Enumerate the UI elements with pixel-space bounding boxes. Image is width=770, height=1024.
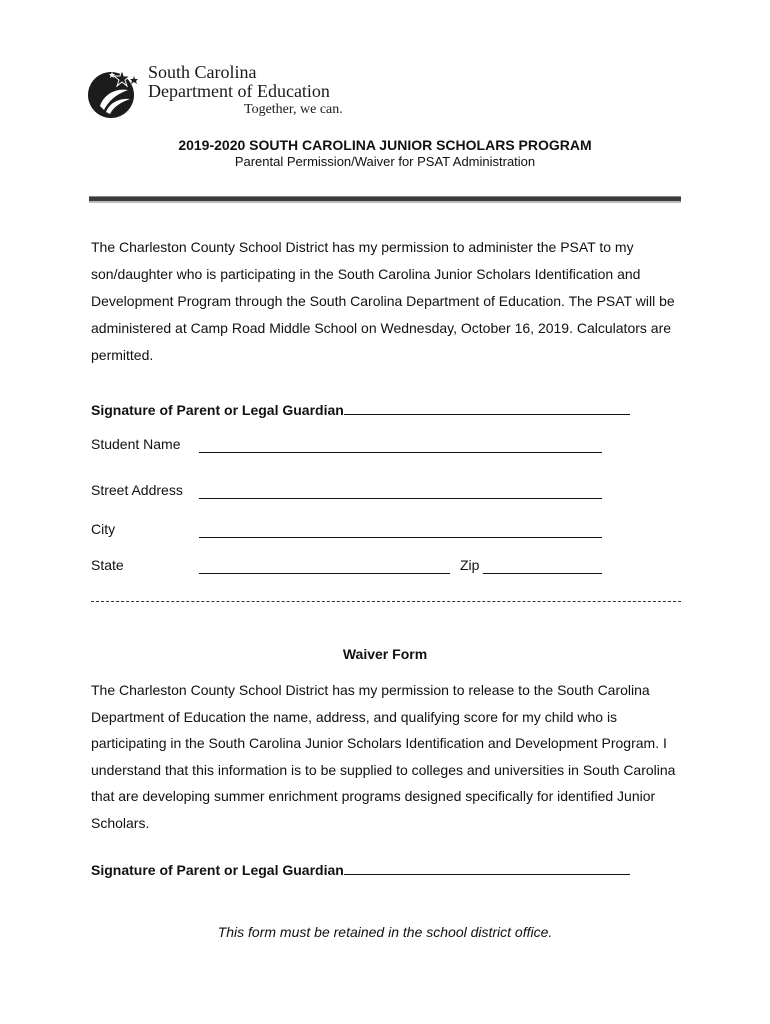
retention-note: This form must be retained in the school district office. — [217, 924, 553, 940]
permission-signature — [91, 400, 630, 418]
sc-department-of-education-logo — [86, 64, 356, 124]
zip-label: Zip — [460, 557, 480, 573]
sc-department-of-education-seal-icon — [86, 66, 144, 124]
logo-line-2: Department of Education — [148, 81, 330, 101]
logo-line-1: South Carolina — [148, 62, 257, 82]
logo-tagline: Together, we can. — [244, 102, 343, 117]
state-label: State — [91, 557, 124, 573]
dashed-divider — [91, 601, 681, 602]
waiver-signature-label: Signature of Parent or Legal Guardian — [91, 862, 344, 878]
permission-signature-label: Signature of Parent or Legal Guardian — [91, 402, 344, 418]
city-line[interactable] — [199, 536, 602, 538]
street-address-label: Street Address — [91, 482, 183, 498]
waiver-paragraph: The Charleston County School District has my permission to release to the South Carolina Department of Education the name, address, and qualifying score for my child who is participating in the South Carolina Junior Scholars Identification and Development Program. I understand that this information is to be supplied to colleges and universities in South Carolina that are developing summer enrichment programs designed specifically for identified Junior Scholars. — [91, 682, 676, 831]
waiver-signature — [91, 860, 630, 878]
zip-line[interactable] — [483, 572, 602, 574]
student-name-line[interactable] — [199, 451, 602, 453]
header-divider — [89, 196, 681, 203]
document-title: 2019-2020 SOUTH CAROLINA JUNIOR SCHOLARS PROGRAM — [178, 137, 592, 153]
city-label: City — [91, 521, 116, 537]
student-name-label: Student Name — [91, 436, 181, 452]
waiver-title: Waiver Form — [342, 646, 428, 662]
waiver-signature-line[interactable] — [344, 860, 630, 875]
state-line[interactable] — [199, 572, 450, 574]
permission-signature-line[interactable] — [344, 400, 630, 415]
street-address-line[interactable] — [199, 497, 602, 499]
permission-paragraph: The Charleston County School District has my permission to administer the PSAT to my son/daughter who is participating in the South Carolina Junior Scholars Identification and Development Program through the South Carolina Department of Education. The PSAT will be administered at Camp Road Middle School on Wednesday, October 16, 2019. Calculators are permitted. — [91, 239, 675, 363]
document-subtitle: Parental Permission/Waiver for PSAT Administration — [234, 154, 536, 169]
